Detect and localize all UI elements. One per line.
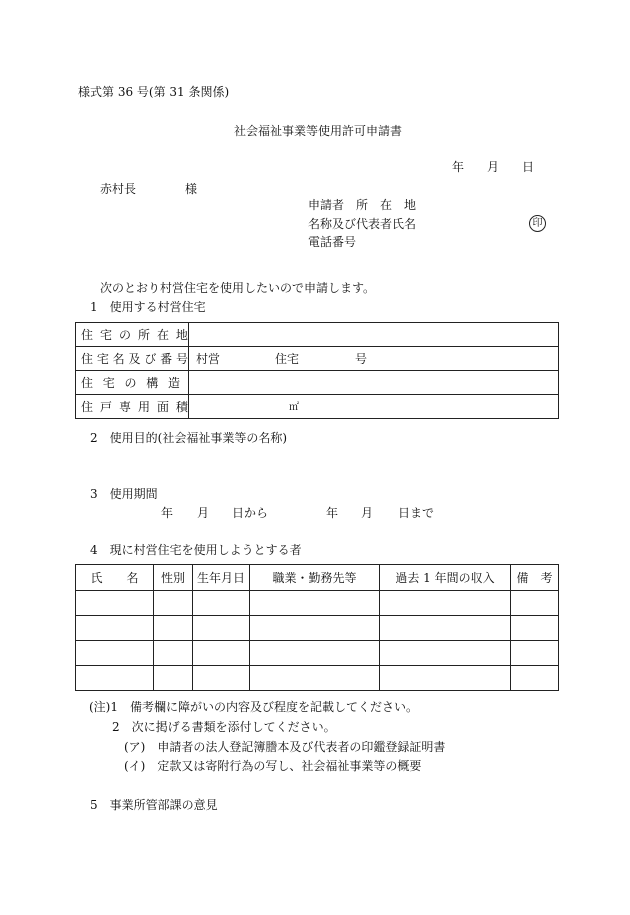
- cell-occupation[interactable]: [250, 616, 380, 641]
- form-number: 様式第 36 号(第 31 条関係): [78, 85, 230, 99]
- label-area: 住 戸 専 用 面 積: [81, 399, 188, 414]
- section2-heading: 2 使用目的(社会福祉事業等の名称): [90, 431, 287, 445]
- cell-birthdate[interactable]: [193, 641, 250, 666]
- section1-heading: 1 使用する村営住宅: [90, 300, 206, 314]
- addressee-name: 赤村長: [100, 182, 137, 196]
- cell-birthdate[interactable]: [193, 591, 250, 616]
- header-birthdate: 生年月日: [193, 565, 250, 591]
- cell-birthdate[interactable]: [193, 666, 250, 691]
- period-year-1: 年: [161, 506, 174, 520]
- occupant-table: [75, 564, 559, 691]
- period-month-2: 月: [361, 506, 374, 520]
- note-2a: (ア) 申請者の法人登記簿謄本及び代表者の印鑑登録証明書: [124, 740, 446, 754]
- applicant-phone-label: 電話番号: [308, 235, 357, 249]
- intro-text: 次のとおり村営住宅を使用したいので申請します。: [100, 281, 376, 295]
- label-structure: 住 宅 の 構 造: [81, 375, 180, 390]
- area-unit: ㎡: [289, 401, 299, 413]
- cell-remarks[interactable]: [511, 666, 559, 691]
- jutaku-label: 住宅: [275, 351, 300, 366]
- table-row: [76, 591, 559, 616]
- cell-occupation[interactable]: [250, 591, 380, 616]
- applicant-address-label: 申請者 所 在 地: [308, 198, 417, 212]
- header-gender: 性別: [154, 565, 193, 591]
- period-until: 日まで: [398, 506, 435, 520]
- table-row: [76, 666, 559, 691]
- period-month-1: 月: [197, 506, 210, 520]
- housing-name-value[interactable]: [189, 347, 559, 371]
- form-title: 社会福祉事業等使用許可申請書: [234, 124, 403, 138]
- cell-name[interactable]: [76, 591, 154, 616]
- cell-occupation[interactable]: [250, 641, 380, 666]
- village-label: 村営: [196, 351, 221, 366]
- note-1: (注)1 備考欄に障がいの内容及び程度を記載してください。: [89, 700, 419, 714]
- date-month: 月: [487, 160, 500, 174]
- date-day: 日: [522, 160, 535, 174]
- cell-income[interactable]: [380, 616, 511, 641]
- note-2b: (イ) 定款又は寄附行為の写し、社会福祉事業等の概要: [124, 759, 422, 773]
- cell-income[interactable]: [380, 666, 511, 691]
- cell-income[interactable]: [380, 591, 511, 616]
- cell-remarks[interactable]: [511, 616, 559, 641]
- cell-name[interactable]: [76, 666, 154, 691]
- header-name: 氏 名: [76, 565, 154, 591]
- housing-table: [75, 322, 559, 419]
- note-2: 2 次に掲げる書類を添付してください。: [112, 720, 336, 734]
- cell-gender[interactable]: [154, 666, 193, 691]
- cell-name[interactable]: [76, 641, 154, 666]
- header-remarks: 備 考: [511, 565, 559, 591]
- cell-gender[interactable]: [154, 591, 193, 616]
- structure-value[interactable]: [189, 371, 559, 395]
- section3-heading: 3 使用期間: [90, 487, 158, 501]
- cell-gender[interactable]: [154, 641, 193, 666]
- cell-remarks[interactable]: [511, 591, 559, 616]
- cell-gender[interactable]: [154, 616, 193, 641]
- cell-remarks[interactable]: [511, 641, 559, 666]
- table-row: [76, 616, 559, 641]
- cell-birthdate[interactable]: [193, 616, 250, 641]
- area-value[interactable]: [189, 395, 559, 419]
- cell-income[interactable]: [380, 641, 511, 666]
- applicant-name-label: 名称及び代表者氏名: [308, 217, 417, 231]
- section5-heading: 5 事業所管部課の意見: [90, 798, 218, 812]
- seal-mark: 印: [529, 215, 546, 232]
- cell-occupation[interactable]: [250, 666, 380, 691]
- period-year-2: 年: [326, 506, 339, 520]
- label-housing-name: 住 宅 名 及 び 番 号: [81, 351, 188, 366]
- section4-heading: 4 現に村営住宅を使用しようとする者: [90, 543, 302, 557]
- addressee-honorific: 様: [185, 182, 198, 196]
- date-year: 年: [452, 160, 465, 174]
- location-value[interactable]: [189, 323, 559, 347]
- period-from: 日から: [232, 506, 269, 520]
- header-income: 過去 1 年間の収入: [380, 565, 511, 591]
- table-row: [76, 641, 559, 666]
- number-label: 号: [355, 351, 368, 366]
- cell-name[interactable]: [76, 616, 154, 641]
- label-location: 住 宅 の 所 在 地: [81, 327, 188, 342]
- header-occupation: 職業・勤務先等: [250, 565, 380, 591]
